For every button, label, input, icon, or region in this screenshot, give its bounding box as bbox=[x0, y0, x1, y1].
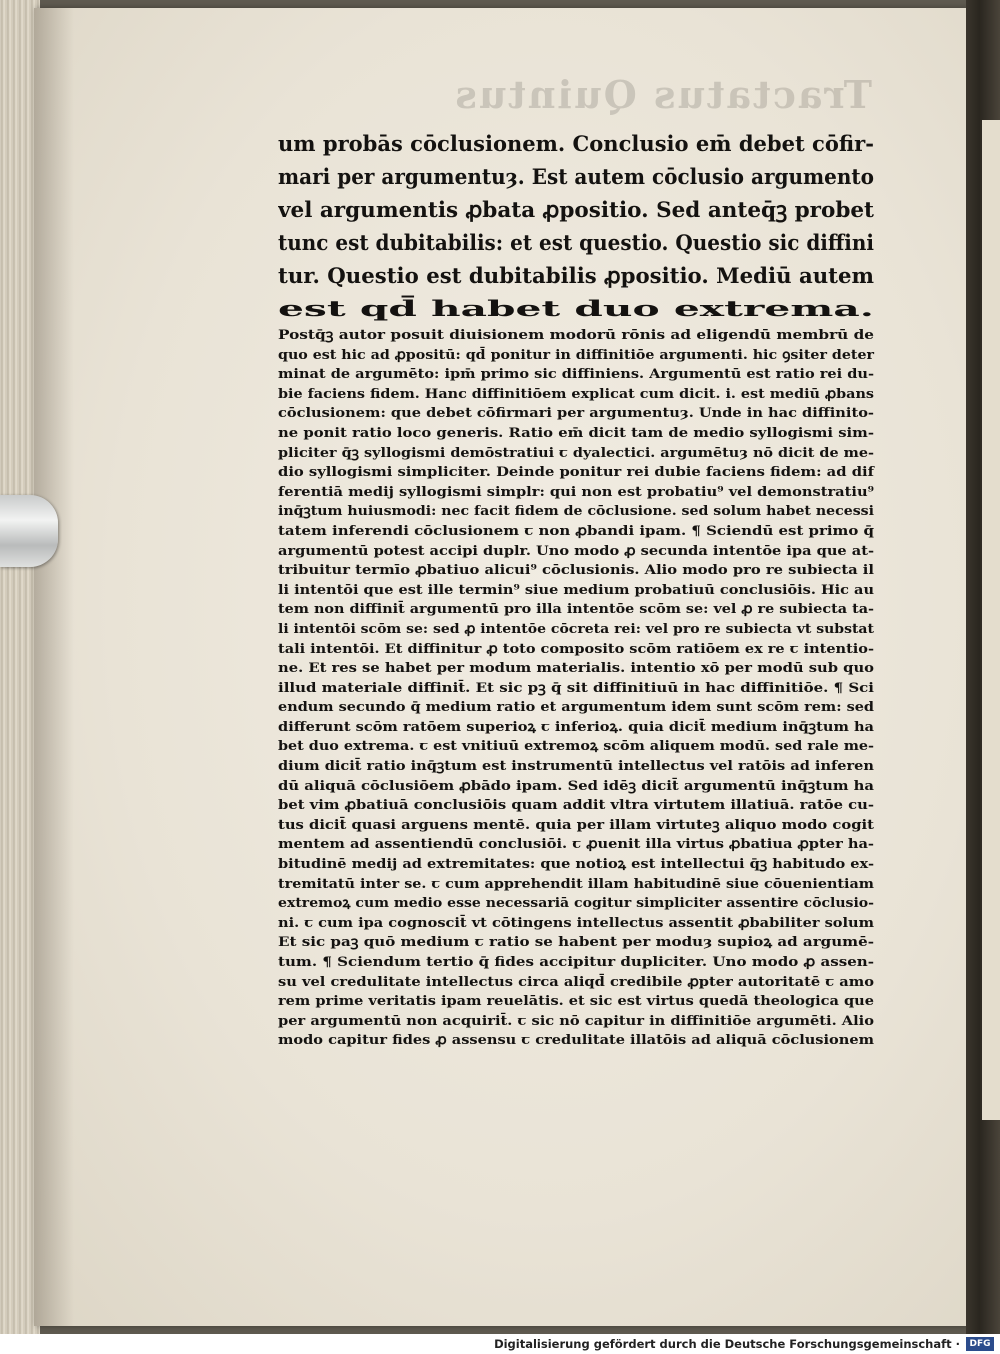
page-clip bbox=[0, 495, 58, 567]
dfg-logo: DFG bbox=[966, 1337, 994, 1351]
heading-line: est qd̄ habet duo extrema. bbox=[278, 297, 874, 322]
body-line: tem non diffinit̄ argumentū pro illa intentōe scōm se: vel ꝓ re subiecta ta- bbox=[278, 601, 874, 618]
body-line: bet duo extrema. ꞇ est vnitiuū extremoꝝ scōm aliquem modū. sed rale me- bbox=[278, 738, 874, 755]
body-line: tum. ¶ Sciendum tertio q̄ fides accipitur dupliciter. Uno modo ꝓ assen- bbox=[278, 954, 874, 970]
heading-line: tur. Questio est dubitabilis ꝓpositio. Mediū autem bbox=[278, 264, 874, 289]
body-line: argumentū potest accipi duplr. Uno modo ꝓ secunda intentōe ipa que at- bbox=[278, 542, 874, 559]
footer-credit: Digitalisierung gefördert durch die Deutsche Forschungsgemeinschaft · bbox=[494, 1337, 960, 1351]
body-line: dio syllogismi simpliciter. Deinde ponitur rei dubie faciens fidem: ad dif bbox=[278, 464, 874, 481]
body-line: cōclusionem: que debet cōfirmari per argumentuȝ. Unde in hac diffinito- bbox=[278, 405, 875, 422]
body-line: inq̄ꝫtum huiusmodi: nec facit fidem de cōclusione. sed solum habet necessi bbox=[278, 503, 874, 520]
body-line: mentem ad assentiendū conclusiōi. ꞇ ꝓuenit illa virtus ꝓbatiua ꝓpter ha- bbox=[278, 836, 874, 853]
body-line: bitudinē medij ad extremitates: que notioꝝ est intellectui q̄ꝫ habitudo ex- bbox=[278, 856, 874, 873]
heading-line: um probās cōclusionem. Conclusio em̄ debet cōfir- bbox=[278, 132, 874, 157]
body-line: per argumentū non acquirit̄. ꞇ sic nō capitur in diffinitiōe argumēti. Alio bbox=[278, 1012, 874, 1029]
body-line: extremoꝝ cum medio esse necessariā cogitur simpliciter assentire cōclusio- bbox=[278, 895, 874, 912]
text-block bbox=[278, 128, 878, 1051]
body-line: rem prime veritatis ipam reuelātis. et sic est virtus quedā theologica que bbox=[278, 993, 874, 1010]
body-line: tribuitur termīo ꝓbatiuo alicui⁹ cōclusionis. Alio modo pro re subiecta il bbox=[278, 562, 874, 579]
heading-line: vel argumentis ꝓbata ꝓpositio. Sed anteq̄ꝫ probet bbox=[278, 198, 874, 223]
body-line: ne. Et res se habet per modum materialis. intentio xō per modū sub quo bbox=[278, 660, 874, 677]
body-line: Et sic paꝫ quō medium ꞇ ratio se habent per moduȝ supioꝝ ad argumē- bbox=[278, 934, 874, 951]
body-line: tatem inferendi cōclusionem ꞇ non ꝓbandi ipam. ¶ Sciendū est primo q̄ bbox=[278, 522, 874, 539]
page-gutter-shadow bbox=[34, 8, 74, 1326]
body-line: illud materiale diffinit̄. Et sic pꝫ q̄ sit diffinitiuū in hac diffinitiōe. ¶ Sci bbox=[278, 679, 874, 696]
body-line: endum secundo q̄ medium ratio et argumentum idem sunt scōm rem: sed bbox=[278, 699, 874, 716]
show-through-heading: Tractatus Quintus bbox=[453, 72, 872, 117]
body-line: Postq̄ꝫ autor posuit diuisionem modorū rōnis ad eligendū membrū de bbox=[278, 327, 874, 343]
body-line: modo capitur fides ꝓ assensu ꞇ credulitate illatōis ad aliquā cōclusionem bbox=[278, 1032, 874, 1049]
facing-page-edge bbox=[982, 120, 1000, 1120]
commentary-paragraph bbox=[278, 326, 878, 1051]
body-line: minat de argumēto: ipm̄ primo sic diffiniens. Argumentū est ratio rei du- bbox=[278, 366, 874, 383]
heading-line: mari per argumentuȝ. Est autem cōclusio argumento bbox=[278, 165, 874, 190]
body-line: li intentōi que est ille termin⁹ siue medium probatiuū conclusiōis. Hic au bbox=[278, 581, 874, 598]
body-line: dū aliquā cōclusiōem ꝓbādo ipam. Sed idēꝫ dicit̄ argumentū inq̄ꝫtum ha bbox=[278, 777, 874, 794]
body-line: li intentōi scōm se: sed ꝓ intentōe cōcreta rei: vel pro re subiecta vt substat bbox=[278, 620, 874, 637]
body-line: pliciter q̄ꝫ syllogismi demōstratiui ꞇ dyalectici. argumētuȝ nō dicit de me- bbox=[278, 444, 874, 461]
body-line: tremitatū inter se. ꞇ cum apprehendit illam habitudinē siue cōuenientiam bbox=[278, 875, 874, 892]
body-line: ni. ꞇ cum ipa cognoscit̄ vt cōtingens intellectus assentit ꝓbabiliter solum bbox=[278, 914, 874, 931]
body-line: tali intentōi. Et diffinitur ꝓ toto composito scōm ratiōem ex re ꞇ intentio- bbox=[278, 640, 874, 657]
body-line: tus dicit̄ quasi arguens mentē. quia per illam virtuteꝫ aliquo modo cogit bbox=[278, 816, 874, 833]
body-line: ne ponit ratio loco generis. Ratio em̄ dicit tam de medio syllogismi sim- bbox=[278, 424, 874, 441]
footer-bar bbox=[0, 1334, 1000, 1354]
heading-paragraph bbox=[278, 128, 878, 326]
body-line: dium dicit̄ ratio inq̄ꝫtum est instrumentū intellectus vel ratōis ad inferen bbox=[278, 758, 874, 775]
body-line: bie faciens fidem. Hanc diffinitiōem explicat cum dicit. i. est mediū ꝓbans bbox=[278, 385, 874, 402]
heading-line: tunc est dubitabilis: et est questio. Questio sic diffini bbox=[278, 231, 874, 256]
body-line: su vel credulitate intellectus circa aliqd̄ credibile ꝓpter autoritatē ꞇ amo bbox=[278, 973, 874, 990]
body-line: differunt scōm ratōem superioꝝ ꞇ inferioꝝ. quia dicit̄ medium inq̄ꝫtum ha bbox=[278, 718, 874, 735]
body-line: bet vim ꝓbatiuā conclusiōis quam addit vltra virtutem illatiuā. ratōe cu- bbox=[278, 797, 874, 814]
body-line: quo est hic ad ꝓpositū: qd̄ ponitur in diffinitiōe argumenti. hic ꝯsiter deter bbox=[278, 346, 874, 363]
body-line: ferentiā medij syllogismi simplr: qui non est probatiu⁹ vel demonstratiu⁹ bbox=[278, 483, 874, 500]
